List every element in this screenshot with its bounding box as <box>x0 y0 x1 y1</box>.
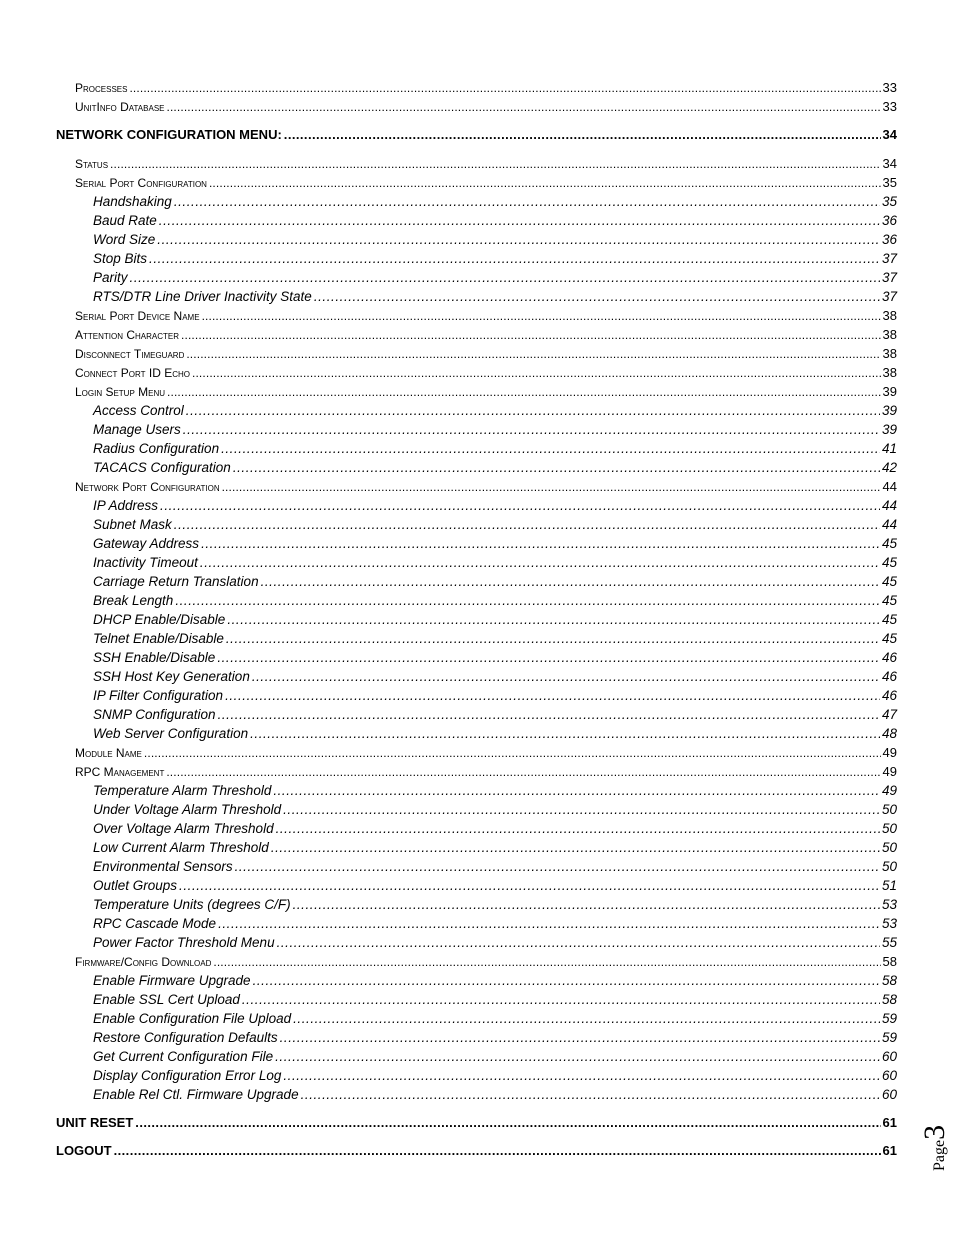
toc-entry-title: Attention Character <box>75 328 180 342</box>
toc-entry-title: Network Port Configuration <box>75 480 220 494</box>
dot-leader <box>277 935 880 951</box>
toc-entry-page: 46 <box>881 669 897 684</box>
toc-entry-title: Over Voltage Alarm Threshold <box>93 821 274 836</box>
toc-entry-page: 50 <box>881 840 897 855</box>
toc-entry[interactable] <box>93 669 897 685</box>
toc-entry[interactable] <box>75 384 897 400</box>
toc-entry-page: 49 <box>881 783 897 798</box>
toc-entry-title: Break Length <box>93 593 174 608</box>
toc-entry-page: 37 <box>881 289 897 304</box>
toc-entry-page: 60 <box>881 1049 897 1064</box>
toc-entry[interactable] <box>93 213 897 229</box>
toc-entry-title: Handshaking <box>93 194 172 209</box>
dot-leader <box>186 403 880 419</box>
toc-entry-page: 38 <box>882 327 897 342</box>
toc-entry[interactable] <box>93 707 897 723</box>
toc-entry-title: SNMP Configuration <box>93 707 216 722</box>
toc-entry[interactable] <box>93 935 897 951</box>
toc-entry-page: 53 <box>881 916 897 931</box>
toc-entry[interactable] <box>93 973 897 989</box>
toc-entry-page: 46 <box>881 688 897 703</box>
dot-leader <box>301 1087 880 1103</box>
toc-entry-title: Radius Configuration <box>93 441 220 456</box>
dot-leader <box>261 574 880 590</box>
toc-entry-title: UnitInfo Database <box>75 100 165 114</box>
toc-entry-page: 59 <box>881 1030 897 1045</box>
toc-entry-title: Inactivity Timeout <box>93 555 198 570</box>
dot-leader <box>253 973 880 989</box>
toc-entry-page: 61 <box>882 1143 897 1158</box>
toc-entry[interactable] <box>93 897 897 913</box>
toc-entry-title: Firmware/Config Download <box>75 955 212 969</box>
toc-entry[interactable] <box>93 270 897 286</box>
dot-leader <box>217 650 880 666</box>
toc-entry-page: 38 <box>882 365 897 380</box>
toc-entry-title: IP Filter Configuration <box>93 688 224 703</box>
dot-leader <box>179 878 880 894</box>
dot-leader <box>276 821 880 837</box>
toc-entry-title: Outlet Groups <box>93 878 178 893</box>
toc-entry-page: 42 <box>881 460 897 475</box>
toc-entry[interactable] <box>93 802 897 818</box>
toc-entry[interactable] <box>93 1011 897 1027</box>
toc-entry-page: 45 <box>881 555 897 570</box>
toc-entry-title: Baud Rate <box>93 213 157 228</box>
toc-entry-page: 45 <box>881 536 897 551</box>
toc-entry-title: Parity <box>93 270 128 285</box>
dot-leader <box>129 80 880 96</box>
dot-leader <box>293 897 880 913</box>
toc-entry[interactable] <box>75 175 897 191</box>
dot-leader <box>273 783 880 799</box>
toc-entry[interactable] <box>93 460 897 476</box>
page-number: 3 <box>918 1124 951 1140</box>
toc-entry-title: Module Name <box>75 746 142 760</box>
dot-leader <box>160 498 880 514</box>
toc-entry-title: Enable SSL Cert Upload <box>93 992 240 1007</box>
toc-entry-page: 37 <box>881 251 897 266</box>
dot-leader <box>175 593 880 609</box>
toc-entry-page: 44 <box>881 498 897 513</box>
toc-entry[interactable] <box>93 403 897 419</box>
toc-entry[interactable] <box>93 289 897 305</box>
toc-entry[interactable] <box>75 156 897 172</box>
toc-entry[interactable] <box>93 517 897 533</box>
dot-leader <box>192 365 881 381</box>
toc-entry-title: LOGOUT <box>56 1143 112 1158</box>
toc-entry-page: 50 <box>881 859 897 874</box>
toc-entry-page: 46 <box>881 650 897 665</box>
toc-entry[interactable] <box>93 1068 897 1084</box>
toc-entry-page: 39 <box>881 403 897 418</box>
toc-entry[interactable] <box>56 127 897 143</box>
toc-entry-title: Under Voltage Alarm Threshold <box>93 802 282 817</box>
toc-entry[interactable] <box>93 821 897 837</box>
toc-entry-title: Display Configuration Error Log <box>93 1068 282 1083</box>
dot-leader <box>283 802 880 818</box>
toc-entry-page: 41 <box>881 441 897 456</box>
toc-entry-page: 61 <box>882 1115 897 1130</box>
dot-leader <box>275 1049 880 1065</box>
dot-leader <box>114 1143 881 1159</box>
toc-entry-page: 58 <box>881 973 897 988</box>
toc-entry-title: SSH Enable/Disable <box>93 650 216 665</box>
dot-leader <box>233 460 880 476</box>
dot-leader <box>110 156 880 172</box>
toc-entry-page: 44 <box>882 479 897 494</box>
toc-entry-page: 38 <box>882 346 897 361</box>
toc-entry-page: 49 <box>882 764 897 779</box>
toc-entry-title: NETWORK CONFIGURATION MENU: <box>56 127 282 142</box>
toc-entry-page: 36 <box>881 213 897 228</box>
dot-leader <box>157 232 880 248</box>
toc-entry-page: 60 <box>881 1087 897 1102</box>
toc-entry-page: 33 <box>882 99 897 114</box>
toc-entry-title: Low Current Alarm Threshold <box>93 840 269 855</box>
toc-entry-page: 35 <box>882 175 897 190</box>
toc-entry-page: 58 <box>882 954 897 969</box>
toc-entry[interactable] <box>93 859 897 875</box>
toc-entry[interactable] <box>75 365 897 381</box>
dot-leader <box>252 669 880 685</box>
dot-leader <box>167 99 881 115</box>
toc-entry-title: Subnet Mask <box>93 517 172 532</box>
toc-entry-page: 34 <box>882 156 897 171</box>
dot-leader <box>130 270 880 286</box>
dot-leader <box>202 308 881 324</box>
toc-entry-page: 39 <box>881 422 897 437</box>
toc-entry-page: 55 <box>881 935 897 950</box>
toc-entry[interactable] <box>93 498 897 514</box>
dot-leader <box>167 384 881 400</box>
toc-entry-page: 36 <box>881 232 897 247</box>
dot-leader <box>235 859 880 875</box>
dot-leader <box>225 688 880 704</box>
toc-entry-title: Serial Port Configuration <box>75 176 207 190</box>
dot-leader <box>221 441 880 457</box>
toc-entry-title: Manage Users <box>93 422 181 437</box>
dot-leader <box>201 536 880 552</box>
toc-entry[interactable] <box>93 650 897 666</box>
toc-entry-title: IP Address <box>93 498 159 513</box>
toc-entry-page: 45 <box>881 612 897 627</box>
toc-entry-title: Temperature Units (degrees C/F) <box>93 897 291 912</box>
toc-entry-title: Web Server Configuration <box>93 726 249 741</box>
toc-entry[interactable] <box>75 80 897 96</box>
dot-leader <box>227 612 880 628</box>
toc-entry-title: RPC Management <box>75 765 165 779</box>
dot-leader <box>226 631 880 647</box>
dot-leader <box>159 213 880 229</box>
toc-entry-page: 45 <box>881 593 897 608</box>
toc-entry[interactable] <box>93 1049 897 1065</box>
dot-leader <box>174 517 880 533</box>
dot-leader <box>135 1115 880 1131</box>
toc-entry[interactable] <box>93 1030 897 1046</box>
toc-entry-title: TACACS Configuration <box>93 460 231 475</box>
toc-entry-title: Stop Bits <box>93 251 148 266</box>
toc-entry[interactable] <box>75 308 897 324</box>
dot-leader <box>183 422 880 438</box>
toc-entry-title: Status <box>75 157 109 171</box>
toc-entry-title: Serial Port Device Name <box>75 309 200 323</box>
dot-leader <box>314 289 880 305</box>
toc-entry-page: 59 <box>881 1011 897 1026</box>
toc-entry-page: 50 <box>881 821 897 836</box>
toc-entry-title: UNIT RESET <box>56 1115 134 1130</box>
toc-entry[interactable] <box>75 954 897 970</box>
toc-entry-page: 33 <box>882 80 897 95</box>
toc-entry-page: 49 <box>882 745 897 760</box>
toc-entry[interactable] <box>93 688 897 704</box>
dot-leader <box>181 327 881 343</box>
dot-leader <box>149 251 880 267</box>
toc-entry[interactable] <box>56 1115 897 1131</box>
toc-entry[interactable] <box>93 783 897 799</box>
toc-entry[interactable] <box>93 574 897 590</box>
toc-entry-title: RPC Cascade Mode <box>93 916 217 931</box>
toc-entry[interactable] <box>93 612 897 628</box>
dot-leader <box>284 127 881 143</box>
toc-entry[interactable] <box>93 593 897 609</box>
dot-leader <box>293 1011 880 1027</box>
dot-leader <box>242 992 880 1008</box>
toc-entry-page: 35 <box>881 194 897 209</box>
toc-entry-title: Word Size <box>93 232 156 247</box>
toc-entry-title: Temperature Alarm Threshold <box>93 783 272 798</box>
toc-entry[interactable] <box>93 536 897 552</box>
toc-entry[interactable] <box>75 99 897 115</box>
toc-entry-page: 48 <box>881 726 897 741</box>
dot-leader <box>250 726 880 742</box>
toc-entry-title: Carriage Return Translation <box>93 574 259 589</box>
toc-entry[interactable] <box>93 441 897 457</box>
toc-entry-title: Login Setup Menu <box>75 385 166 399</box>
dot-leader <box>280 1030 880 1046</box>
toc-entry[interactable] <box>93 916 897 932</box>
toc-entry[interactable] <box>75 327 897 343</box>
toc-entry-title: Telnet Enable/Disable <box>93 631 224 646</box>
dot-leader <box>218 916 880 932</box>
toc-entry-title: Get Current Configuration File <box>93 1049 274 1064</box>
toc-entry[interactable] <box>93 194 897 210</box>
toc-entry[interactable] <box>93 878 897 894</box>
toc-entry-page: 38 <box>882 308 897 323</box>
toc-entry-page: 44 <box>881 517 897 532</box>
toc-entry[interactable] <box>93 555 897 571</box>
toc-entry[interactable] <box>93 992 897 1008</box>
toc-entry-title: Connect Port ID Echo <box>75 366 190 380</box>
toc-entry-page: 45 <box>881 574 897 589</box>
toc-entry-page: 34 <box>882 127 897 142</box>
toc-entry[interactable] <box>75 745 897 761</box>
dot-leader <box>166 764 880 780</box>
toc-entry-page: 37 <box>881 270 897 285</box>
toc-entry[interactable] <box>93 251 897 267</box>
toc-entry-page: 53 <box>881 897 897 912</box>
toc-entry-page: 47 <box>881 707 897 722</box>
toc-entry-title: DHCP Enable/Disable <box>93 612 226 627</box>
toc-entry-page: 45 <box>881 631 897 646</box>
toc-entry-page: 39 <box>882 384 897 399</box>
page-number-label <box>914 1115 954 1175</box>
toc-entry-page: 60 <box>881 1068 897 1083</box>
dot-leader <box>218 707 880 723</box>
dot-leader <box>283 1068 880 1084</box>
toc-entry-title: Processes <box>75 81 128 95</box>
toc-entry-title: Access Control <box>93 403 184 418</box>
toc-entry[interactable] <box>93 631 897 647</box>
dot-leader <box>144 745 881 761</box>
toc-entry-page: 50 <box>881 802 897 817</box>
toc-entry-title: Restore Configuration Defaults <box>93 1030 278 1045</box>
toc-entry-title: Enable Rel Ctl. Firmware Upgrade <box>93 1087 299 1102</box>
toc-entry[interactable] <box>56 1143 897 1159</box>
toc-entry[interactable] <box>75 479 897 495</box>
dot-leader <box>200 555 880 571</box>
dot-leader <box>213 954 880 970</box>
toc-entry-page: 51 <box>881 878 897 893</box>
toc-entry-title: RTS/DTR Line Driver Inactivity State <box>93 289 312 304</box>
toc-entry[interactable] <box>93 1087 897 1103</box>
toc-entry-title: Gateway Address <box>93 536 200 551</box>
dot-leader <box>174 194 880 210</box>
dot-leader <box>186 346 880 362</box>
toc-entry[interactable] <box>93 422 897 438</box>
toc-entry[interactable] <box>93 840 897 856</box>
toc-entry-page: 58 <box>881 992 897 1007</box>
dot-leader <box>271 840 880 856</box>
dot-leader <box>222 479 881 495</box>
toc-entry-title: SSH Host Key Generation <box>93 669 250 684</box>
toc-entry-title: Disconnect Timeguard <box>75 347 185 361</box>
toc-entry-title: Enable Configuration File Upload <box>93 1011 292 1026</box>
toc-entry[interactable] <box>75 346 897 362</box>
toc-entry-title: Enable Firmware Upgrade <box>93 973 251 988</box>
dot-leader <box>209 175 881 191</box>
toc-entry-title: Environmental Sensors <box>93 859 233 874</box>
toc-entry[interactable] <box>93 232 897 248</box>
toc-entry[interactable] <box>93 726 897 742</box>
toc-entry[interactable] <box>75 764 897 780</box>
toc-entry-title: Power Factor Threshold Menu <box>93 935 275 950</box>
page-word: Page <box>931 1139 948 1171</box>
